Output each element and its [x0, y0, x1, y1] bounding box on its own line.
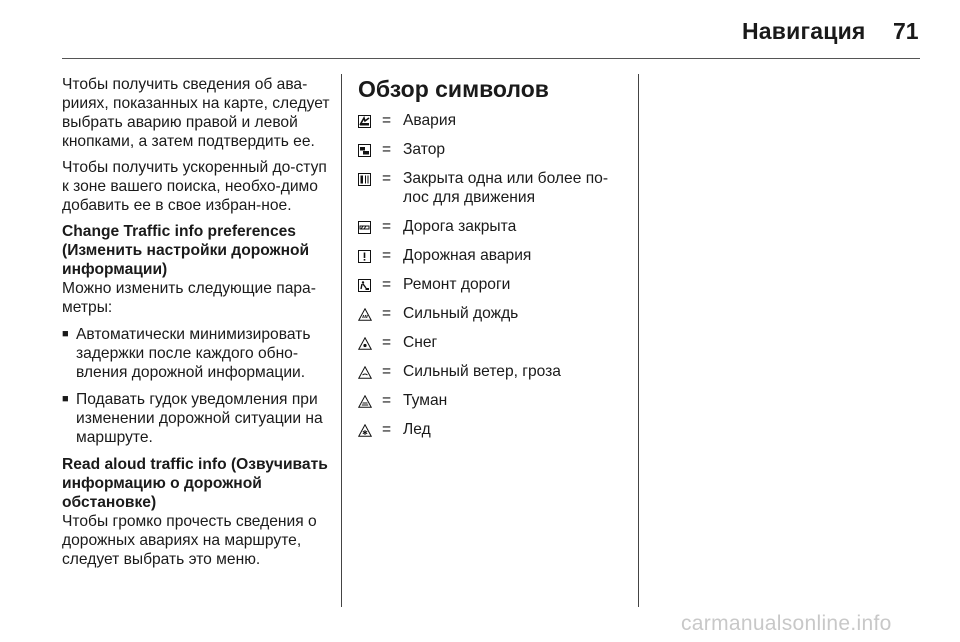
- symbol-row: [358, 246, 633, 275]
- list-item-text: Автоматически минимизировать задержки после каждого обно-вления дорожной информации.: [76, 326, 311, 381]
- equals-sign: =: [382, 305, 392, 322]
- heavy-rain-icon: [358, 304, 382, 333]
- page-title: Навигация: [742, 18, 866, 44]
- equals-sign: =: [382, 112, 392, 129]
- symbol-row: [358, 275, 633, 304]
- paragraph-select-accident: Чтобы получить сведения об ава-рииях, показанных на карте, следует выбрать аварию правой и левой кнопками, а затем подтвердить ее.: [62, 76, 330, 150]
- list-item: [62, 325, 332, 382]
- page-number: 71: [893, 18, 919, 44]
- symbol-row: [358, 140, 633, 169]
- symbol-label: Дорожная авария: [403, 247, 532, 264]
- equals-sign: =: [382, 334, 392, 351]
- header-rule: [62, 58, 920, 59]
- ice-icon: [358, 420, 382, 449]
- watermark: carmanualsonline.info: [681, 612, 892, 635]
- equals-sign: =: [382, 141, 392, 158]
- list-item-text: Подавать гудок уведомления при изменении дорожной ситуации на маршруте.: [76, 391, 323, 446]
- symbol-label: Ремонт дороги: [403, 276, 511, 293]
- symbol-label: Сильный дождь: [403, 305, 519, 322]
- roadworks-icon: [358, 275, 382, 304]
- equals-sign: =: [382, 247, 392, 264]
- fog-icon: [358, 391, 382, 420]
- symbol-row: [358, 111, 633, 140]
- heading-read-aloud-traffic: Read aloud traffic info (Озвучивать информацию о дорожной обстановке): [62, 456, 328, 511]
- paragraph-read-aloud: Чтобы громко прочесть сведения о дорожных авариях на маршруте, следует выбрать это меню.: [62, 513, 317, 568]
- accident-icon: [358, 111, 382, 140]
- symbol-row: [358, 169, 633, 217]
- equals-sign: =: [382, 276, 392, 293]
- symbol-label: Закрыта одна или более по-лос для движения: [403, 170, 609, 206]
- symbol-row: [358, 304, 633, 333]
- heading-change-traffic-preferences: Change Traffic info preferences (Изменить настройки дорожной информации): [62, 223, 310, 278]
- road-closed-icon: [358, 217, 382, 246]
- symbol-label: Дорога закрыта: [403, 218, 517, 235]
- symbol-label: Туман: [403, 392, 448, 409]
- symbol-row: [358, 362, 633, 391]
- symbol-label: Лед: [403, 421, 431, 438]
- symbol-row: [358, 217, 633, 246]
- symbol-label: Затор: [403, 141, 446, 158]
- symbols-section: [358, 75, 633, 449]
- symbol-label: Авария: [403, 112, 457, 129]
- equals-sign: =: [382, 392, 392, 409]
- equals-sign: =: [382, 218, 392, 235]
- symbol-row: [358, 420, 633, 449]
- section-title: Обзор символов: [358, 76, 549, 102]
- symbol-row: [358, 333, 633, 362]
- paragraph-parameters: Можно изменить следующие пара-метры:: [62, 280, 316, 316]
- bullet-marker: ■: [62, 393, 69, 405]
- column-divider: [638, 74, 639, 607]
- equals-sign: =: [382, 421, 392, 438]
- strong-wind-storm-icon: [358, 362, 382, 391]
- bullet-marker: ■: [62, 328, 69, 340]
- equals-sign: =: [382, 363, 392, 380]
- road-hazard-icon: [358, 246, 382, 275]
- snow-icon: [358, 333, 382, 362]
- column-divider: [341, 74, 342, 607]
- paragraph-favourites: Чтобы получить ускоренный до-ступ к зоне вашего поиска, необхо-димо добавить ее в свое избран-ное.: [62, 159, 327, 214]
- symbol-label: Сильный ветер, гроза: [403, 363, 561, 380]
- traffic-jam-icon: [358, 140, 382, 169]
- list-item: [62, 390, 332, 447]
- symbol-label: Снег: [403, 334, 438, 351]
- left-column: [62, 75, 332, 576]
- lane-closed-icon: [358, 169, 382, 217]
- equals-sign: =: [382, 170, 392, 187]
- symbol-row: [358, 391, 633, 420]
